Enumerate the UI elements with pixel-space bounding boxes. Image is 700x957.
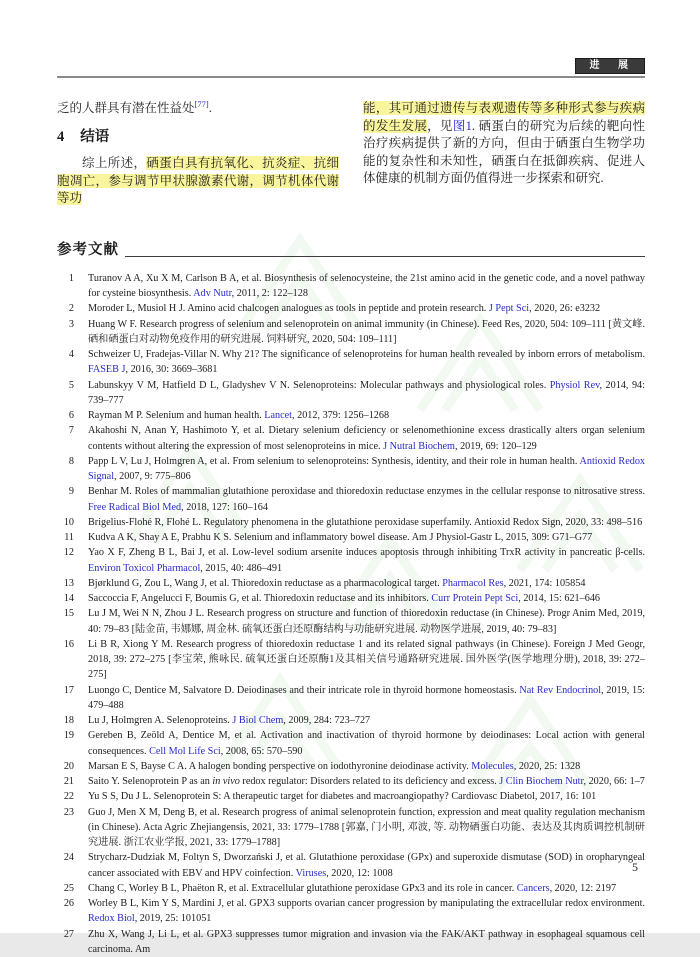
reference-text: [88, 761, 580, 772]
reference-segment: , 2021, 174: 105854: [503, 577, 586, 589]
reference-segment: , 2011, 2: 122–128: [231, 288, 308, 300]
reference-item: [57, 606, 645, 637]
reference-text: [88, 349, 645, 375]
reference-segment: , 2007, 9: 775–806: [114, 471, 191, 483]
reference-number: 15: [63, 608, 74, 620]
reference-segment: Schweizer U, Fradejas-Villar N. Why 21? The significance of selenoproteins for human health revealed by inborn errors of metabolism.: [88, 349, 645, 361]
reference-text: [88, 929, 645, 955]
reference-segment: , 2009, 284: 723–727: [283, 715, 371, 727]
journal-link[interactable]: Pharmacol Res: [442, 577, 504, 589]
reference-text: [88, 776, 645, 787]
header-rule: [57, 76, 645, 78]
reference-text: [88, 410, 389, 421]
reference-segment: Bjørklund G, Zou L, Wang J, et al. Thioredoxin reductase as a pharmacological target.: [88, 577, 443, 589]
reference-text: [88, 456, 645, 482]
reference-text: [88, 532, 592, 543]
reference-text: [88, 319, 645, 345]
reference-number: 19: [63, 730, 74, 742]
reference-text: [88, 685, 645, 711]
reference-segment: Moroder L, Musiol H J. Amino acid chalcogen analogues as tools in peptide and protein research.: [88, 303, 489, 315]
reference-number: 3: [68, 318, 74, 330]
reference-segment: Saito Y. Selenoprotein P as an: [88, 776, 213, 788]
reference-segment: , 2015, 40: 486–491: [200, 562, 283, 574]
reference-text: [88, 547, 645, 573]
reference-segment: , 2016, 30: 3669–3681: [125, 364, 218, 376]
reference-item: [57, 515, 645, 530]
carryover-paragraph: [57, 100, 339, 118]
reference-number: 26: [63, 898, 74, 910]
reference-item: [57, 881, 645, 896]
reference-segment: Strycharz-Dudziak M, Foltyn S, Dworzański J, et al. Glutathione peroxidase (GPx) and superoxide dismutase (SOD) in oropharyngeal cancer associated with EBV and HPV coinfection.: [88, 852, 645, 879]
reference-segment: Luongo C, Dentice M, Salvatore D. Deiodinases and their intricate role in thyroid hormone homeostasis.: [88, 684, 520, 696]
reference-segment: Zhu X, Wang J, Li L, et al. GPX3 suppresses tumor migration and invasion via the FAK/AKT pathway in esophageal squamous cell carcinoma. Am: [88, 928, 645, 955]
reference-item: [57, 637, 645, 683]
reference-segment: Gereben B, Zeöld A, Dentice M, et al. Activation and inactivation of thyroid hormone by deiodinases: Local action with general consequences.: [88, 730, 645, 757]
reference-number: 20: [63, 760, 74, 772]
reference-text: [88, 593, 600, 604]
journal-link[interactable]: Lancet: [264, 410, 292, 422]
conclusion-paragraph-left: [57, 155, 339, 208]
journal-link[interactable]: Curr Protein Pept Sci: [431, 593, 519, 605]
reference-segment: , 2014, 94: 739–777: [88, 379, 645, 406]
journal-link[interactable]: Viruses: [295, 867, 327, 879]
section-heading: [57, 129, 339, 147]
reference-segment: , 2020, 12: 1008: [326, 867, 393, 879]
reference-number: 8: [68, 455, 74, 467]
reference-item: [57, 545, 645, 576]
journal-link[interactable]: Environ Toxicol Pharmacol: [88, 562, 201, 574]
reference-item: [57, 271, 645, 302]
paragraph-lead: 综上所述，: [82, 156, 147, 171]
citation-link-77[interactable]: [77]: [194, 98, 209, 109]
reference-item: [57, 713, 645, 728]
reference-item: [57, 347, 645, 378]
reference-text: [88, 807, 645, 849]
reference-item: [57, 896, 645, 927]
reference-text: [88, 303, 600, 314]
reference-text: [88, 425, 645, 451]
reference-number: 22: [63, 791, 74, 803]
reference-segment: Rayman M P. Selenium and human health.: [88, 410, 265, 422]
conclusion-section: [57, 100, 645, 208]
reference-number: 16: [63, 638, 74, 650]
reference-segment: Chang C, Worley B L, Phaëton R, et al. Extracellular glutathione peroxidase GPx3 and its role in cancer.: [88, 882, 517, 894]
reference-number: 23: [63, 806, 74, 818]
reference-number: 25: [63, 882, 74, 894]
highlighted-text-right: 能，其可通过遗传与表观遗传等多种形式参与疾病的发生发展: [363, 101, 645, 133]
journal-link[interactable]: Adv Nutr: [193, 288, 232, 300]
journal-link[interactable]: FASEB J: [88, 364, 126, 376]
reference-number: 12: [63, 547, 74, 559]
carryover-text: 乏的人群具有潜在性益处: [57, 101, 195, 115]
reference-number: 18: [63, 715, 74, 727]
reference-item: [57, 850, 645, 881]
reference-text: [88, 715, 370, 726]
journal-link[interactable]: Cell Mol Life Sci: [149, 745, 221, 757]
carryover-period: .: [208, 101, 212, 115]
reference-text: [88, 883, 616, 894]
reference-segment: , 2020, 26: e3232: [529, 303, 601, 315]
right-column: [363, 100, 645, 208]
highlighted-text-left: 硒蛋白具有抗氧化、抗炎症、抗细胞凋亡，参与调节甲状腺激素代谢，调节机体代谢等功: [57, 156, 339, 206]
reference-segment: Papp L V, Lu J, Holmgren A, et al. From selenium to selenoproteins: Synthesis, identity, and their role in human health.: [88, 455, 580, 467]
reference-text: [88, 486, 645, 512]
reference-segment: , 2019, 15: 479–488: [88, 684, 645, 711]
reference-segment: Labunskyy V M, Hatfield D L, Gladyshev V N. Selenoproteins: Molecular pathways and physiological roles.: [88, 379, 550, 391]
reference-segment: Lu J, Holmgren A. Selenoproteins.: [88, 715, 233, 727]
reference-text: [88, 898, 645, 924]
reference-number: 6: [68, 410, 74, 422]
reference-number: 17: [63, 684, 74, 696]
journal-link[interactable]: Nat Rev Endocrinol: [519, 684, 602, 696]
reference-segment: , 2019, 69: 120–129: [454, 440, 537, 452]
right-mid-text: ，见: [427, 118, 453, 133]
reference-item: [57, 317, 645, 348]
reference-text: [88, 517, 642, 528]
reference-item: [57, 576, 645, 591]
reference-item: [57, 408, 645, 423]
journal-link[interactable]: Physiol Rev: [549, 379, 600, 391]
reference-segment: Worley B L, Kim Y S, Mardini J, et al. GPX3 supports ovarian cancer progression by manipulating the extracellular redox environment.: [88, 898, 645, 910]
journal-link[interactable]: J Pept Sci: [488, 303, 530, 315]
reference-segment: Lu J M, Wei N N, Zhou J L. Research progress on structure and function of thioredoxin reductase (in Chinese). Progr Anim Med, 2019, 40: 79–83 [陆金苗, 韦娜娜, 周金林. 硫氧还蛋白还原酶结构与功能研究进展. 动物医学进展, 2019, 40: 79–83]: [88, 608, 645, 635]
conclusion-paragraph-right: [363, 100, 645, 188]
reference-text: [88, 380, 645, 406]
reference-item: [57, 759, 645, 774]
reference-item: [57, 728, 645, 759]
reference-text: [88, 639, 645, 681]
reference-item: [57, 484, 645, 515]
reference-segment: Turanov A A, Xu X M, Carlson B A, et al. Biosynthesis of selenocysteine, the 21st amino acid in the genetic code, and a novel pathway for cysteine biosynthesis.: [88, 272, 645, 300]
reference-segment: Kudva A K, Shay A E, Prabhu K S. Selenium and inflammatory bowel disease. Am J Physiol-Gastr L, 2015, 309: G71–G77: [88, 532, 593, 544]
reference-segment: Akahoshi N, Anan Y, Hashimoto Y, et al. Dietary selenium deficiency or selenomethionine excess drastically alters organ selenium contents without altering the expression of most selenoproteins in mice.: [88, 425, 645, 452]
right-tail-text: . 硒蛋白的研究为后续的靶向性治疗疾病提供了新的方向，但由于硒蛋白生物学功能的复杂性和未知性，硒蛋白在抵御疾病、促进人体健康的机制方面仍值得进一步探索和研究.: [363, 118, 645, 186]
reference-segment: Li B R, Xiong Y M. Research progress of thioredoxin reductase 1 and its related signal pathways (in Chinese). Foreign J Med Geogr, 2018, 39: 272–275 [李宝荣, 熊咏民. 硫氧还蛋白还原酶1及其相关信号通路研究进展. 国外医学(医学地理分册), 2018, 39: 272–275]: [88, 638, 645, 681]
references-header: [57, 238, 645, 259]
reference-item: [57, 423, 645, 454]
reference-segment: Brigelius-Flohé R, Flohé L. Regulatory phenomena in the glutathione peroxidase superfamily. Antioxid Redox Sign, 2020, 33: 498–516: [88, 516, 643, 528]
reference-number: 9: [68, 486, 74, 498]
reference-text: [88, 578, 585, 589]
journal-link[interactable]: J Clin Biochem Nutr: [499, 776, 584, 788]
column-badge: 进 展: [575, 58, 646, 74]
figure-1-link[interactable]: 图1: [452, 118, 472, 133]
reference-segment: , 2012, 379: 1256–1268: [292, 410, 390, 422]
reference-item: [57, 774, 645, 789]
left-column: [57, 100, 339, 208]
reference-item: [57, 789, 645, 804]
reference-item: [57, 591, 645, 606]
reference-segment: , 2020, 12: 2197: [549, 882, 617, 894]
journal-link[interactable]: Antioxid Redox Signal: [88, 455, 646, 483]
reference-number: 24: [63, 852, 74, 864]
reference-item: [57, 927, 645, 957]
reference-item: [57, 301, 645, 316]
reference-segment: Yao X F, Zheng B L, Bai J, et al. Low-level sodium arsenite induces apoptosis through inhibiting TrxR activity in pancreatic β-cells.: [88, 547, 645, 559]
reference-number: 11: [64, 532, 74, 544]
reference-text: [88, 608, 645, 634]
journal-link[interactable]: J Nutral Biochem: [383, 440, 455, 452]
reference-number: 4: [68, 349, 74, 361]
reference-segment: , 2008, 65: 570–590: [220, 745, 303, 757]
journal-link[interactable]: Cancers: [516, 882, 550, 894]
reference-segment: , 2014, 15: 621–646: [518, 593, 601, 605]
reference-segment: Huang W F. Research progress of selenium and selenoprotein on animal immunity (in Chinese). Feed Res, 2020, 504: 109–111 [黄文峰. 硒和硒蛋白对动物免疫作用的研究进展. 饲料研究, 2020, 504: 109–111]: [88, 318, 645, 345]
reference-number: 13: [63, 577, 74, 589]
reference-segment: Guo J, Men X M, Deng B, et al. Research progress of animal selenoprotein function, expression and meat quality regulation mechanism (in Chinese). Acta Agric Zhejiangensis, 2021, 33: 1779–1788 [郭嘉, 门小明, 邓波, 等. 动物硒蛋白功能、表达及其肉质调控机制研究进展. 浙江农业学报, 2021, 33: 1779–1788]: [88, 806, 645, 849]
reference-text: [88, 852, 645, 878]
reference-segment: , 2018, 127: 160–164: [181, 501, 268, 513]
reference-number: 1: [68, 272, 74, 284]
reference-number: 14: [63, 593, 74, 605]
reference-segment: Saccoccia F, Angelucci F, Boumis G, et al. Thioredoxin reductase and its inhibitors.: [88, 593, 432, 605]
section-title: 结语: [80, 128, 110, 145]
references-rule: [125, 256, 645, 257]
reference-item: [57, 454, 645, 485]
journal-link[interactable]: Molecules: [471, 760, 514, 772]
reference-segment: Marsan E S, Bayse C A. A halogen bonding perspective on iodothyronine deiodinase activity.: [88, 760, 472, 772]
section-number: 4: [57, 128, 65, 145]
reference-text: [88, 730, 645, 756]
reference-number: 27: [63, 928, 74, 940]
reference-number: 7: [68, 425, 74, 437]
reference-item: [57, 378, 645, 409]
reference-segment: redox regulator: Disorders related to its deficiency and excess.: [239, 776, 500, 788]
reference-number: 21: [63, 776, 74, 788]
references-list: [57, 271, 645, 957]
reference-segment: , 2020, 25: 1328: [513, 760, 581, 772]
page-header: [57, 0, 645, 78]
reference-number: 10: [63, 516, 74, 528]
journal-link[interactable]: J Biol Chem: [232, 715, 284, 727]
page-number: 5: [632, 860, 638, 874]
reference-segment: , 2020, 66: 1–7: [583, 776, 645, 788]
reference-number: 5: [68, 379, 74, 391]
reference-item: [57, 683, 645, 714]
journal-link[interactable]: Free Radical Biol Med: [88, 501, 182, 513]
reference-text: [88, 273, 645, 299]
reference-segment: Yu S S, Du J L. Selenoprotein S: A therapeutic target for diabetes and macroangiopathy? Cardiovasc Diabetol, 2017, 16: 101: [88, 791, 597, 803]
reference-item: [57, 530, 645, 545]
reference-number: 2: [68, 303, 74, 315]
reference-segment: Benhar M. Roles of mammalian glutathione peroxidase and thioredoxin reductase enzymes in the cellular response to nitrosative stress.: [88, 486, 645, 498]
references-heading: 参考文献: [57, 241, 119, 258]
journal-link[interactable]: Redox Biol: [88, 913, 135, 925]
reference-segment: , 2019, 25: 101051: [134, 913, 212, 925]
reference-item: [57, 805, 645, 851]
reference-text: [88, 791, 596, 802]
reference-segment-italic: in vivo: [212, 776, 240, 788]
